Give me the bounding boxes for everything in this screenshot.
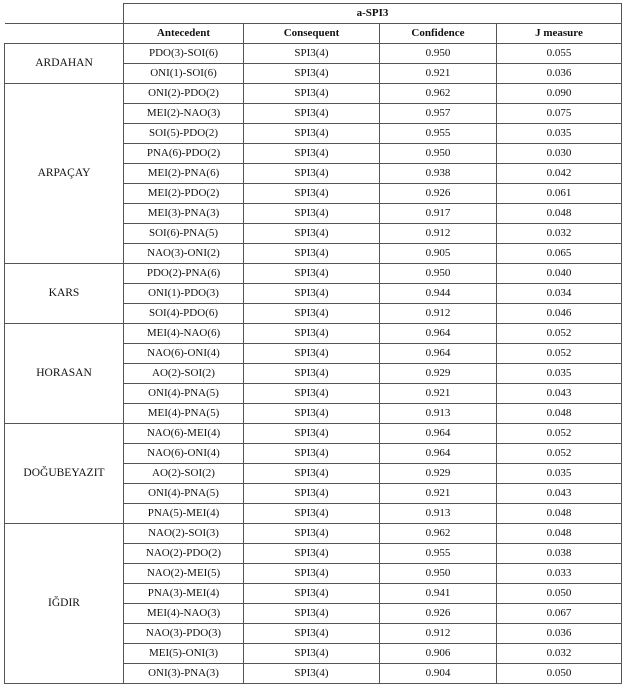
confidence-cell: 0.921 [380, 64, 497, 84]
consequent-cell: SPI3(4) [244, 144, 380, 164]
antecedent-cell: ONI(1)-PDO(3) [124, 284, 244, 304]
table-body [5, 44, 622, 684]
consequent-cell: SPI3(4) [244, 44, 380, 64]
j-measure-cell: 0.030 [497, 144, 622, 164]
consequent-cell: SPI3(4) [244, 104, 380, 124]
j-measure-cell: 0.050 [497, 664, 622, 684]
j-measure-cell: 0.061 [497, 184, 622, 204]
consequent-cell: SPI3(4) [244, 444, 380, 464]
consequent-cell: SPI3(4) [244, 664, 380, 684]
consequent-cell: SPI3(4) [244, 324, 380, 344]
j-measure-cell: 0.035 [497, 124, 622, 144]
consequent-cell: SPI3(4) [244, 64, 380, 84]
j-measure-cell: 0.065 [497, 244, 622, 264]
antecedent-cell: MEI(5)-ONI(3) [124, 644, 244, 664]
antecedent-cell: NAO(2)-SOI(3) [124, 524, 244, 544]
antecedent-cell: MEI(4)-NAO(3) [124, 604, 244, 624]
confidence-cell: 0.913 [380, 404, 497, 424]
antecedent-cell: SOI(4)-PDO(6) [124, 304, 244, 324]
j-measure-cell: 0.055 [497, 44, 622, 64]
confidence-cell: 0.964 [380, 324, 497, 344]
j-measure-cell: 0.032 [497, 644, 622, 664]
antecedent-cell: NAO(6)-ONI(4) [124, 444, 244, 464]
antecedent-cell: NAO(6)-MEI(4) [124, 424, 244, 444]
confidence-cell: 0.957 [380, 104, 497, 124]
consequent-cell: SPI3(4) [244, 604, 380, 624]
confidence-cell: 0.912 [380, 624, 497, 644]
consequent-cell: SPI3(4) [244, 364, 380, 384]
consequent-cell: SPI3(4) [244, 204, 380, 224]
confidence-cell: 0.926 [380, 184, 497, 204]
antecedent-cell: MEI(2)-PDO(2) [124, 184, 244, 204]
confidence-cell: 0.944 [380, 284, 497, 304]
confidence-cell: 0.906 [380, 644, 497, 664]
confidence-cell: 0.926 [380, 604, 497, 624]
j-measure-cell: 0.052 [497, 444, 622, 464]
j-measure-cell: 0.050 [497, 584, 622, 604]
antecedent-cell: NAO(3)-PDO(3) [124, 624, 244, 644]
antecedent-cell: NAO(2)-MEI(5) [124, 564, 244, 584]
antecedent-cell: PDO(3)-SOI(6) [124, 44, 244, 64]
table-row [5, 84, 622, 104]
j-measure-cell: 0.048 [497, 524, 622, 544]
region-cell: IĞDIR [5, 524, 124, 684]
antecedent-cell: ONI(4)-PNA(5) [124, 384, 244, 404]
j-measure-cell: 0.048 [497, 504, 622, 524]
consequent-cell: SPI3(4) [244, 384, 380, 404]
region-cell: ARDAHAN [5, 44, 124, 84]
column-header-j-measure: J measure [497, 24, 622, 44]
column-header-confidence: Confidence [380, 24, 497, 44]
j-measure-cell: 0.036 [497, 64, 622, 84]
confidence-cell: 0.913 [380, 504, 497, 524]
antecedent-cell: MEI(2)-NAO(3) [124, 104, 244, 124]
confidence-cell: 0.950 [380, 44, 497, 64]
association-rules-table [4, 3, 622, 684]
consequent-cell: SPI3(4) [244, 124, 380, 144]
corner-blank-cell [5, 24, 124, 44]
j-measure-cell: 0.036 [497, 624, 622, 644]
antecedent-cell: ONI(2)-PDO(2) [124, 84, 244, 104]
j-measure-cell: 0.046 [497, 304, 622, 324]
confidence-cell: 0.921 [380, 484, 497, 504]
antecedent-cell: SOI(6)-PNA(5) [124, 224, 244, 244]
antecedent-cell: PNA(6)-PDO(2) [124, 144, 244, 164]
j-measure-cell: 0.067 [497, 604, 622, 624]
consequent-cell: SPI3(4) [244, 284, 380, 304]
confidence-cell: 0.962 [380, 524, 497, 544]
j-measure-cell: 0.043 [497, 384, 622, 404]
antecedent-cell: NAO(6)-ONI(4) [124, 344, 244, 364]
antecedent-cell: AO(2)-SOI(2) [124, 464, 244, 484]
antecedent-cell: PDO(2)-PNA(6) [124, 264, 244, 284]
j-measure-cell: 0.040 [497, 264, 622, 284]
antecedent-cell: MEI(4)-PNA(5) [124, 404, 244, 424]
consequent-cell: SPI3(4) [244, 544, 380, 564]
confidence-cell: 0.962 [380, 84, 497, 104]
antecedent-cell: MEI(3)-PNA(3) [124, 204, 244, 224]
j-measure-cell: 0.035 [497, 364, 622, 384]
table-row [5, 324, 622, 344]
j-measure-cell: 0.075 [497, 104, 622, 124]
confidence-cell: 0.905 [380, 244, 497, 264]
consequent-cell: SPI3(4) [244, 164, 380, 184]
j-measure-cell: 0.034 [497, 284, 622, 304]
j-measure-cell: 0.038 [497, 544, 622, 564]
consequent-cell: SPI3(4) [244, 304, 380, 324]
antecedent-cell: PNA(3)-MEI(4) [124, 584, 244, 604]
j-measure-cell: 0.052 [497, 424, 622, 444]
consequent-cell: SPI3(4) [244, 504, 380, 524]
confidence-cell: 0.929 [380, 364, 497, 384]
antecedent-cell: PNA(5)-MEI(4) [124, 504, 244, 524]
antecedent-cell: NAO(3)-ONI(2) [124, 244, 244, 264]
table-row [5, 524, 622, 544]
region-cell: DOĞUBEYAZIT [5, 424, 124, 524]
antecedent-cell: ONI(4)-PNA(5) [124, 484, 244, 504]
j-measure-cell: 0.048 [497, 404, 622, 424]
antecedent-cell: MEI(4)-NAO(6) [124, 324, 244, 344]
consequent-cell: SPI3(4) [244, 184, 380, 204]
region-cell: KARS [5, 264, 124, 324]
corner-blank-cell [5, 4, 124, 24]
region-cell: HORASAN [5, 324, 124, 424]
confidence-cell: 0.941 [380, 584, 497, 604]
confidence-cell: 0.912 [380, 224, 497, 244]
confidence-cell: 0.955 [380, 544, 497, 564]
consequent-cell: SPI3(4) [244, 264, 380, 284]
consequent-cell: SPI3(4) [244, 84, 380, 104]
consequent-cell: SPI3(4) [244, 424, 380, 444]
confidence-cell: 0.917 [380, 204, 497, 224]
confidence-cell: 0.950 [380, 564, 497, 584]
confidence-cell: 0.921 [380, 384, 497, 404]
consequent-cell: SPI3(4) [244, 484, 380, 504]
consequent-cell: SPI3(4) [244, 624, 380, 644]
j-measure-cell: 0.090 [497, 84, 622, 104]
consequent-cell: SPI3(4) [244, 244, 380, 264]
group-header: a-SPI3 [124, 4, 622, 24]
j-measure-cell: 0.035 [497, 464, 622, 484]
consequent-cell: SPI3(4) [244, 564, 380, 584]
consequent-cell: SPI3(4) [244, 224, 380, 244]
confidence-cell: 0.938 [380, 164, 497, 184]
confidence-cell: 0.964 [380, 424, 497, 444]
j-measure-cell: 0.048 [497, 204, 622, 224]
antecedent-cell: ONI(1)-SOI(6) [124, 64, 244, 84]
consequent-cell: SPI3(4) [244, 344, 380, 364]
consequent-cell: SPI3(4) [244, 524, 380, 544]
j-measure-cell: 0.033 [497, 564, 622, 584]
j-measure-cell: 0.052 [497, 324, 622, 344]
region-cell: ARPAÇAY [5, 84, 124, 264]
column-header-antecedent: Antecedent [124, 24, 244, 44]
table-row [5, 424, 622, 444]
table-row [5, 264, 622, 284]
consequent-cell: SPI3(4) [244, 464, 380, 484]
antecedent-cell: AO(2)-SOI(2) [124, 364, 244, 384]
confidence-cell: 0.929 [380, 464, 497, 484]
j-measure-cell: 0.042 [497, 164, 622, 184]
confidence-cell: 0.964 [380, 444, 497, 464]
antecedent-cell: SOI(5)-PDO(2) [124, 124, 244, 144]
confidence-cell: 0.912 [380, 304, 497, 324]
confidence-cell: 0.950 [380, 264, 497, 284]
confidence-cell: 0.950 [380, 144, 497, 164]
j-measure-cell: 0.052 [497, 344, 622, 364]
consequent-cell: SPI3(4) [244, 404, 380, 424]
column-header-consequent: Consequent [244, 24, 380, 44]
consequent-cell: SPI3(4) [244, 644, 380, 664]
antecedent-cell: NAO(2)-PDO(2) [124, 544, 244, 564]
j-measure-cell: 0.032 [497, 224, 622, 244]
confidence-cell: 0.904 [380, 664, 497, 684]
confidence-cell: 0.964 [380, 344, 497, 364]
j-measure-cell: 0.043 [497, 484, 622, 504]
antecedent-cell: ONI(3)-PNA(3) [124, 664, 244, 684]
consequent-cell: SPI3(4) [244, 584, 380, 604]
confidence-cell: 0.955 [380, 124, 497, 144]
table-row [5, 44, 622, 64]
antecedent-cell: MEI(2)-PNA(6) [124, 164, 244, 184]
